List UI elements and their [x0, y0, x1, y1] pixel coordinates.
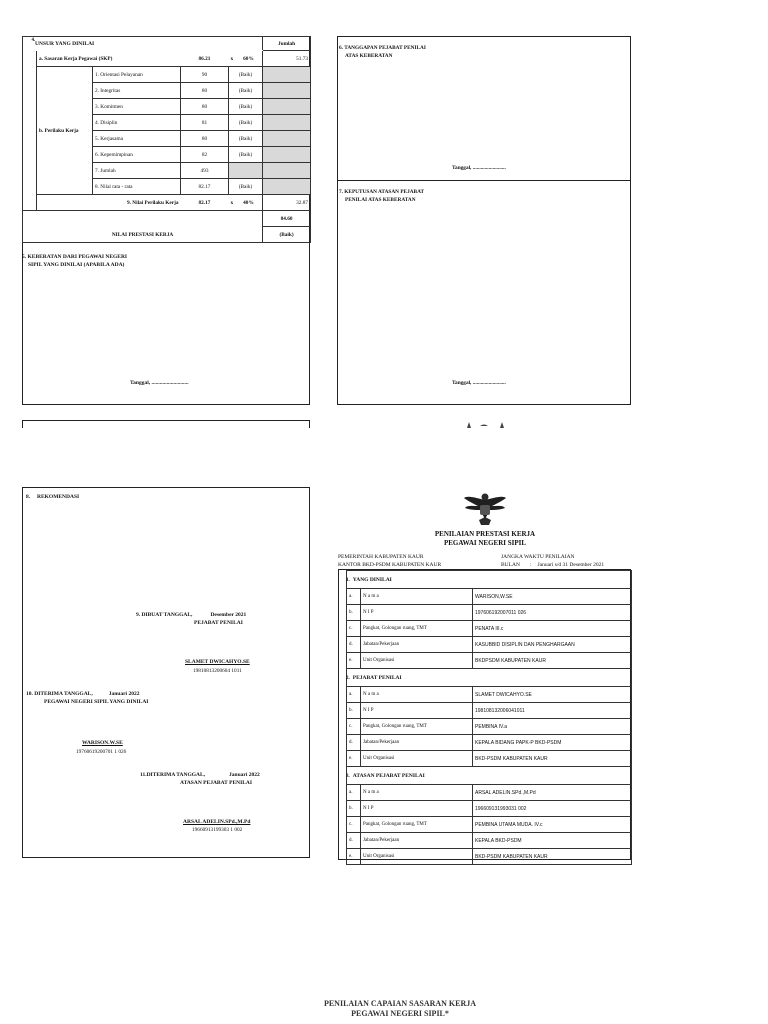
row-key: e. — [347, 653, 361, 669]
perilaku-row-grade — [229, 163, 263, 179]
perilaku-row-value: 493 — [181, 163, 229, 179]
tanggapan-heading — [339, 44, 426, 60]
diterima-atasan-role: ATASAN PEJABAT PENILAI — [180, 780, 253, 786]
dibuat-role: PEJABAT PENILAI — [194, 620, 243, 626]
garuda-emblem-icon — [462, 491, 508, 527]
perilaku-row-name: 3. Komitmen — [93, 99, 181, 115]
nilai-perilaku-label: 9. Nilai Perilaku Kerja — [93, 195, 181, 211]
perilaku-row-name: 2. Integritas — [93, 83, 181, 99]
dibuat-label: 9. DIBUAT TANGGAL, — [136, 612, 193, 618]
perilaku-row-value: 82.17 — [181, 179, 229, 195]
yang-dinilai-nama: WARISON,W.SE — [473, 589, 632, 605]
row-key: b. — [347, 605, 361, 621]
atasan-nama: ARSAL ADELIN.SPd.,M.Pd — [473, 785, 632, 801]
row-label: N a m a — [361, 687, 473, 703]
yang-dinilai-jabatan: KASUBBID DISIPLIN DAN PENGHARGAAN — [473, 637, 632, 653]
cover-period-label: JANGKA WAKTU PENILAIAN — [501, 554, 575, 560]
diterima-atasan-label: 11.DITERIMA TANGGAL, — [140, 772, 206, 778]
footer-title — [250, 999, 550, 1019]
perilaku-row-grade: (Baik) — [229, 83, 263, 99]
perilaku-row-value: 90 — [181, 67, 229, 83]
perilaku-kerja-label: b. Perilaku Kerja — [37, 67, 93, 195]
tanggapan-line1: 6. TANGGAPAN PEJABAT PENILAI — [339, 45, 426, 51]
row-label: Jabatan/Pekerjaan — [361, 735, 473, 751]
section-number: 4. — [31, 37, 36, 43]
pejabat-nip: 198108132006041011 — [473, 703, 632, 719]
page-fragment-marks — [462, 420, 512, 428]
nilai-perilaku-score: 82.17 — [181, 195, 229, 211]
cover-org — [338, 554, 441, 569]
section-2-number: 2. — [346, 675, 350, 681]
perilaku-row-name: 6. Kepemimpinan — [93, 147, 181, 163]
perilaku-row-value: 81 — [181, 115, 229, 131]
cover-bulan-label: BULAN — [501, 561, 520, 568]
perilaku-row-name: 4. Disiplin — [93, 115, 181, 131]
prestasi-label: NILAI PRESTASI KERJA — [23, 227, 263, 243]
row-key: a. — [347, 589, 361, 605]
skp-times: x — [230, 55, 234, 62]
atasan-unit: BKD-PSDM KABUPATEN KAUR — [473, 849, 632, 865]
skp-score: 86.21 — [181, 51, 229, 67]
dibuat-date: Desember 2021 — [210, 612, 247, 618]
keberatan-line2: SIPIL YANG DINILAI (APABILA ADA) — [28, 262, 125, 268]
perilaku-row-value: 80 — [181, 99, 229, 115]
perilaku-row-value: 80 — [181, 131, 229, 147]
skp-pct: 60% — [243, 55, 254, 62]
prestasi-grade: (Baik) — [263, 227, 311, 243]
perilaku-row-grade: (Baik) — [229, 67, 263, 83]
diterima-pns-date: Januari 2022 — [108, 691, 140, 697]
perilaku-row-name: 1. Orientasi Pelayanan — [93, 67, 181, 83]
tanggapan-keputusan-panel — [337, 36, 631, 405]
row-key: c. — [347, 817, 361, 833]
nilai-perilaku-result: 32.87 — [263, 195, 311, 211]
row-label: Unit Organisasi — [361, 751, 473, 767]
skp-result: 51.73 — [263, 51, 311, 67]
page-fragment-top-left — [22, 420, 310, 428]
cover-period-value: Januari s/d 31 Desember 2021 — [537, 561, 605, 568]
keberatan-line1: 5. KEBERATAN DARI PEGAWAI NEGERI — [22, 254, 128, 260]
tanggapan-tanggal: Tanggal, ......................... — [452, 165, 506, 171]
cover-period — [501, 554, 604, 569]
diterima-atasan-date: Januari 2022 — [229, 772, 260, 778]
panel-divider — [337, 180, 631, 181]
row-key: a. — [347, 687, 361, 703]
perilaku-row-name: 8. Nilai rata - rata — [93, 179, 181, 195]
atasan-pangkat: PEMBINA UTAMA MUDA. IV.c — [473, 817, 632, 833]
row-label: N I P — [361, 801, 473, 817]
row-key: c. — [347, 621, 361, 637]
keputusan-tanggal: Tanggal, ......................... — [452, 380, 506, 386]
nilai-perilaku-times: x — [230, 199, 234, 206]
keberatan-tanggal: Tanggal, ........................... — [130, 380, 189, 386]
pejabat-pangkat: PEMBINA IV.a — [473, 719, 632, 735]
diterima-atasan-block — [140, 771, 290, 787]
row-key: c. — [347, 719, 361, 735]
skp-label: a. Sasaran Kerja Pegawai (SKP) — [37, 51, 181, 67]
section-3-number: 3. — [346, 773, 350, 779]
pejabat-penilai-name: SLAMET DWICAHYO.SE — [185, 659, 250, 665]
section-1-title: YANG DINILAI — [352, 576, 392, 583]
perilaku-row-value: 82 — [181, 147, 229, 163]
nilai-perilaku-pct: 40% — [243, 199, 254, 206]
row-label: Unit Organisasi — [361, 849, 473, 865]
row-key: e. — [347, 849, 361, 865]
identity-table — [346, 570, 632, 865]
rekomendasi-panel — [22, 487, 310, 858]
rekomendasi-label: 8. REKOMENDASI — [26, 494, 80, 500]
pejabat-jabatan: KEPALA BIDANG PAPK-P BKD-PSDM — [473, 735, 632, 751]
row-label: N I P — [361, 605, 473, 621]
diterima-pns-role: PEGAWAI NEGERI SIPIL YANG DINILAI — [44, 699, 149, 705]
prestasi-score: 84.60 — [263, 211, 311, 227]
perilaku-row-grade: (Baik) — [229, 99, 263, 115]
cover-org-line1: PEMERINTAH KABUPATEN KAUR — [338, 554, 424, 560]
unsur-header-label: UNSUR YANG DINILAI — [35, 40, 95, 47]
cover-title-line1: PENILAIAN PRESTASI KERJA — [434, 530, 536, 538]
cover-title-line2: PEGAWAI NEGERI SIPIL — [443, 539, 527, 547]
keputusan-line2: PENILAI ATAS KEBERATAN — [345, 197, 416, 203]
pejabat-unit: BKD-PSDM KABUPATEN KAUR — [473, 751, 632, 767]
perilaku-row-value: 80 — [181, 83, 229, 99]
row-label: N a m a — [361, 785, 473, 801]
perilaku-row-grade: (Baik) — [229, 131, 263, 147]
section-3-title: ATASAN PEJABAT PENILAI — [352, 772, 425, 779]
perilaku-row-grade: (Baik) — [229, 115, 263, 131]
diterima-pns-block — [26, 690, 226, 706]
unsur-dinilai-table — [22, 36, 311, 243]
garuda-emblem — [462, 491, 508, 527]
row-label: N I P — [361, 703, 473, 719]
cover-title — [338, 530, 632, 548]
cover-org-line2: KANTOR BKD-PSDM KABUPATEN KAUR — [338, 561, 442, 568]
row-label: Pangkat, Golongan ruang, TMT — [361, 621, 473, 637]
row-key: d. — [347, 637, 361, 653]
row-key: d. — [347, 833, 361, 849]
section-1-number: 1. — [346, 577, 350, 583]
perilaku-row-grade: (Baik) — [229, 147, 263, 163]
keputusan-heading — [339, 188, 424, 204]
row-label: Unit Organisasi — [361, 653, 473, 669]
footer-line2: PEGAWAI NEGERI SIPIL* — [351, 1009, 449, 1018]
row-label: Pangkat, Golongan ruang, TMT — [361, 817, 473, 833]
atasan-jabatan: KEPALA BKD-PSDM — [473, 833, 632, 849]
yang-dinilai-unit: BKDPSDM KABUPATEN KAUR — [473, 653, 632, 669]
row-label: Jabatan/Pekerjaan — [361, 833, 473, 849]
tanggapan-line2: ATAS KEBERATAN — [345, 53, 393, 59]
pns-dinilai-name: WARISON.W.SE — [82, 740, 123, 746]
row-label: Pangkat, Golongan ruang, TMT — [361, 719, 473, 735]
section-2-title: PEJABAT PENILAI — [352, 674, 402, 681]
atasan-penilai-name: ARSAL ADELIN.SPd.,M.Pd — [183, 819, 251, 825]
perilaku-row-name: 7. Jumlah — [93, 163, 181, 179]
atasan-penilai-nip: 19660913199303 1 002 — [192, 827, 243, 833]
yang-dinilai-nip: 197606192007011 026 — [473, 605, 632, 621]
perilaku-row-name: 5. Kerjasama — [93, 131, 181, 147]
cover-bulan-colon: : — [529, 561, 532, 568]
emblem-fragment-icon — [462, 420, 512, 428]
row-key: d. — [347, 735, 361, 751]
row-key: b. — [347, 703, 361, 719]
row-key: b. — [347, 801, 361, 817]
jumlah-header: Jumlah — [263, 37, 311, 51]
pejabat-nama: SLAMET DWICAHYO.SE — [473, 687, 632, 703]
row-key: e. — [347, 751, 361, 767]
perilaku-row-grade: (Baik) — [229, 179, 263, 195]
pns-dinilai-nip: 19760619200701 1 026 — [76, 749, 127, 755]
atasan-nip: 196609131993031 002 — [473, 801, 632, 817]
row-key: a. — [347, 785, 361, 801]
row-label: N a m a — [361, 589, 473, 605]
row-label: Jabatan/Pekerjaan — [361, 637, 473, 653]
yang-dinilai-pangkat: PENATA III.c — [473, 621, 632, 637]
diterima-pns-label: 10. DITERIMA TANGGAL, — [26, 691, 93, 697]
dibuat-block — [136, 611, 276, 627]
pejabat-penilai-nip: 19810813200604 1011 — [193, 668, 242, 674]
footer-line1: PENILAIAN CAPAIAN SASARAN KERJA — [323, 999, 477, 1008]
keputusan-line1: 7. KEPUTUSAN ATASAN PEJABAT — [339, 189, 425, 195]
keberatan-heading — [22, 253, 127, 269]
